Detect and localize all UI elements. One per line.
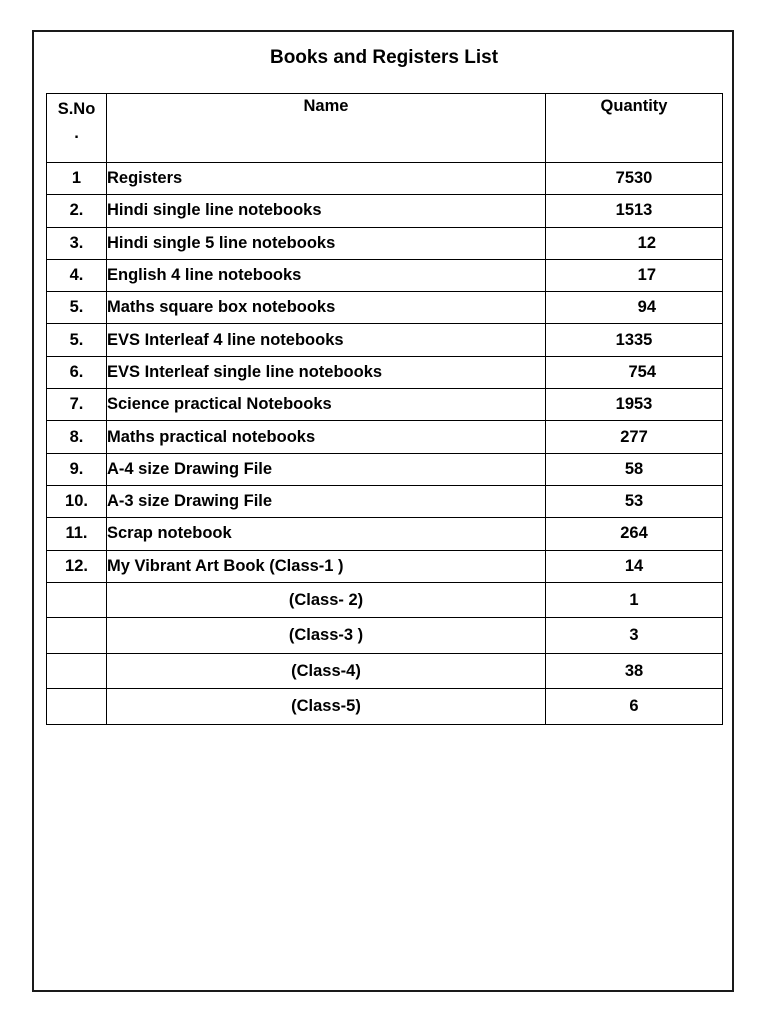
document-title: Books and Registers List (269, 47, 499, 68)
table-header-row (47, 94, 723, 163)
cell-name: Registers (107, 163, 546, 195)
cell-quantity: 3 (546, 618, 723, 654)
table-row (47, 163, 723, 195)
cell-sno: 1 (47, 163, 107, 195)
cell-sno: 4. (47, 259, 107, 291)
cell-name: Scrap notebook (107, 518, 546, 550)
cell-quantity: 277 (546, 421, 723, 453)
cell-name: Hindi single line notebooks (107, 195, 546, 227)
cell-quantity: 14 (546, 550, 723, 582)
cell-sno (47, 653, 107, 689)
cell-name: (Class-5) (107, 689, 546, 725)
cell-name: EVS Interleaf single line notebooks (107, 356, 546, 388)
cell-sno: 8. (47, 421, 107, 453)
cell-sno: 9. (47, 453, 107, 485)
table-row (47, 195, 723, 227)
cell-name: EVS Interleaf 4 line notebooks (107, 324, 546, 356)
cell-quantity: 754 (546, 356, 723, 388)
table-row (47, 227, 723, 259)
cell-quantity: 1 (546, 582, 723, 618)
cell-quantity: 1335 (546, 324, 723, 356)
cell-sno: 12. (47, 550, 107, 582)
cell-sno (47, 618, 107, 654)
header-sno-line2: . (74, 124, 79, 142)
table-row (47, 292, 723, 324)
header-sno-line1: S.No (57, 100, 96, 118)
cell-sno: 6. (47, 356, 107, 388)
table-row (47, 653, 723, 689)
books-registers-table (46, 93, 723, 725)
cell-name: A-4 size Drawing File (107, 453, 546, 485)
cell-quantity: 17 (546, 259, 723, 291)
cell-sno: 5. (47, 292, 107, 324)
cell-quantity: 94 (546, 292, 723, 324)
cell-quantity: 264 (546, 518, 723, 550)
cell-sno (47, 689, 107, 725)
header-name: Name (107, 94, 546, 163)
table-row (47, 582, 723, 618)
cell-name: My Vibrant Art Book (Class-1 ) (107, 550, 546, 582)
table-row (47, 421, 723, 453)
header-sno (47, 94, 107, 163)
cell-quantity: 1513 (546, 195, 723, 227)
cell-quantity: 1953 (546, 389, 723, 421)
table-row (47, 356, 723, 388)
cell-sno: 10. (47, 485, 107, 517)
cell-sno: 5. (47, 324, 107, 356)
cell-sno: 2. (47, 195, 107, 227)
cell-name: Maths square box notebooks (107, 292, 546, 324)
cell-sno (47, 582, 107, 618)
cell-quantity: 6 (546, 689, 723, 725)
cell-name: (Class- 2) (107, 582, 546, 618)
table-row (47, 259, 723, 291)
cell-quantity: 58 (546, 453, 723, 485)
cell-name: A-3 size Drawing File (107, 485, 546, 517)
cell-sno: 3. (47, 227, 107, 259)
table-row (47, 389, 723, 421)
cell-quantity: 7530 (546, 163, 723, 195)
cell-name: English 4 line notebooks (107, 259, 546, 291)
table-row (47, 324, 723, 356)
cell-name: Hindi single 5 line notebooks (107, 227, 546, 259)
table-row (47, 485, 723, 517)
table-row (47, 518, 723, 550)
cell-quantity: 12 (546, 227, 723, 259)
cell-name: Science practical Notebooks (107, 389, 546, 421)
cell-name: (Class-4) (107, 653, 546, 689)
cell-quantity: 53 (546, 485, 723, 517)
table-row (47, 550, 723, 582)
cell-name: Maths practical notebooks (107, 421, 546, 453)
cell-sno: 11. (47, 518, 107, 550)
header-quantity: Quantity (546, 94, 723, 163)
cell-name: (Class-3 ) (107, 618, 546, 654)
table-row (47, 453, 723, 485)
table-row (47, 618, 723, 654)
table-row (47, 689, 723, 725)
cell-quantity: 38 (546, 653, 723, 689)
cell-sno: 7. (47, 389, 107, 421)
